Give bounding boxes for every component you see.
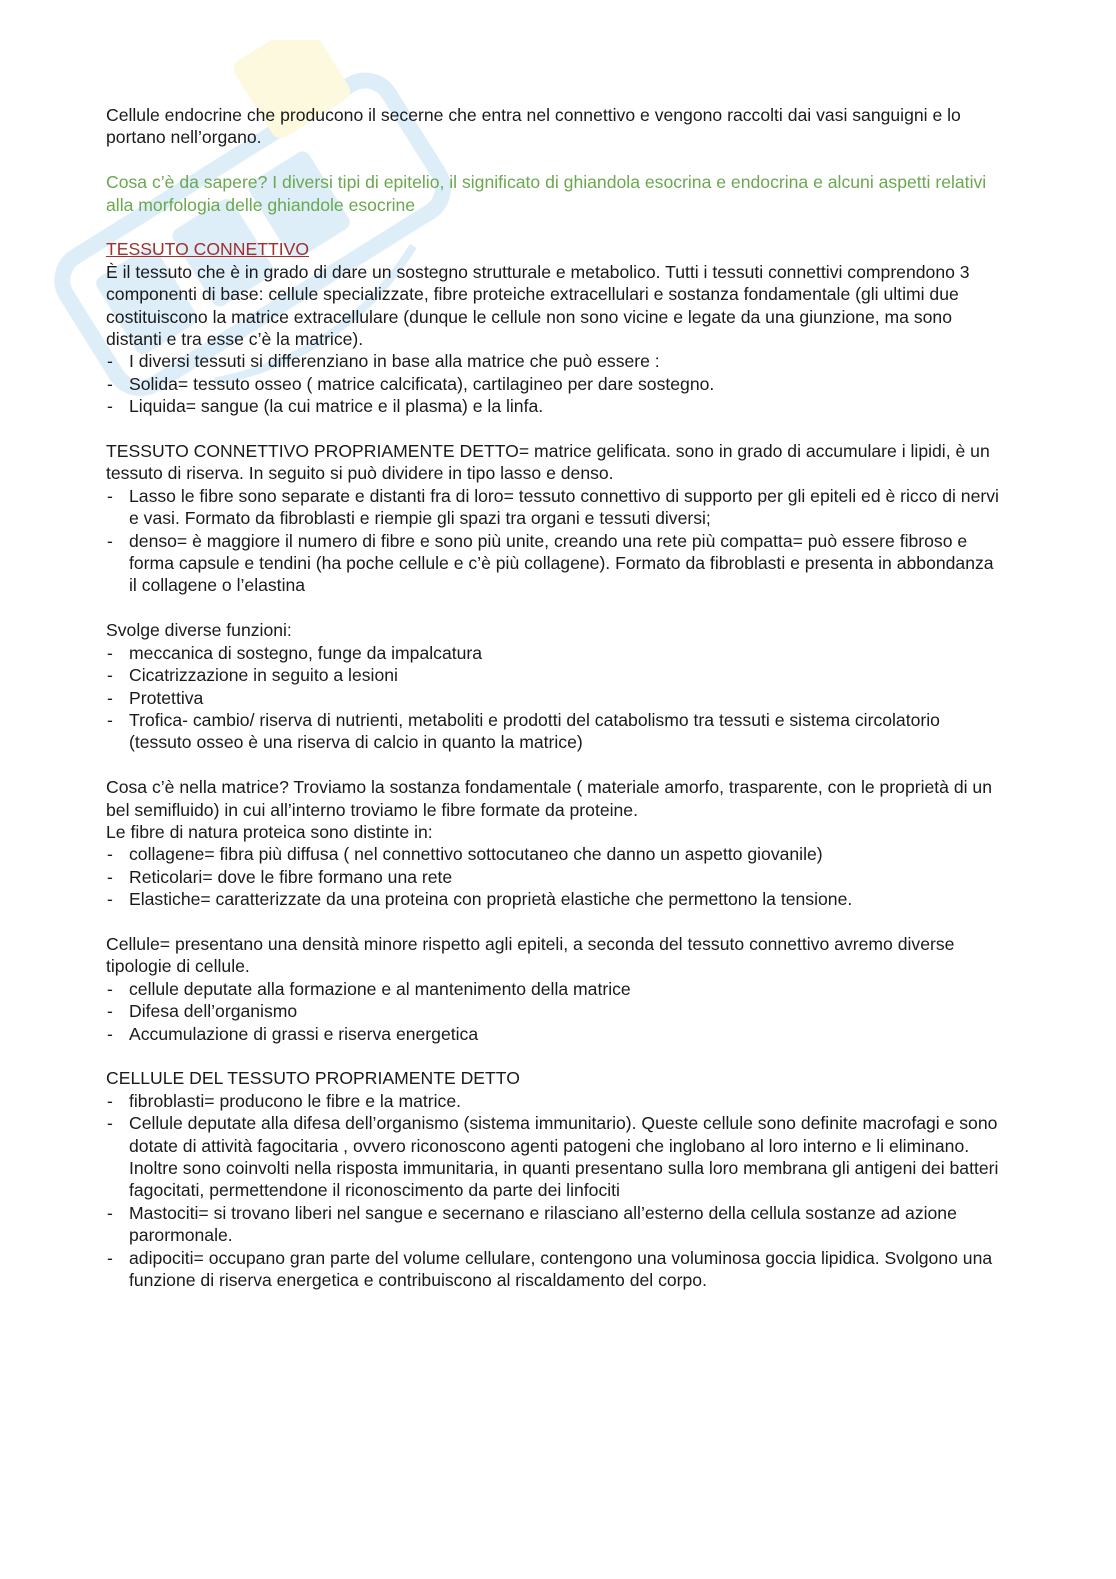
list-item: - Difesa dell’organismo bbox=[106, 1000, 1006, 1022]
list-item: - meccanica di sostegno, funge da impalcatura bbox=[106, 642, 1006, 664]
functions-list bbox=[106, 642, 1006, 754]
connective-list bbox=[106, 350, 1006, 417]
list-item: - Elastiche= caratterizzate da una proteina con proprietà elastiche che permettono la tensione. bbox=[106, 888, 1006, 910]
list-item: - Reticolari= dove le fibre formano una rete bbox=[106, 866, 1006, 888]
list-item: - Cicatrizzazione in seguito a lesioni bbox=[106, 664, 1006, 686]
list-item: - Solida= tessuto osseo ( matrice calcificata), cartilagineo per dare sostegno. bbox=[106, 373, 1006, 395]
list-item: - adipociti= occupano gran parte del volume cellulare, contengono una voluminosa goccia lipidica. Svolgono una funzione di riserva energetica e contribuiscono al riscaldamento del corpo. bbox=[106, 1247, 1006, 1292]
list-item: - cellule deputate alla formazione e al mantenimento della matrice bbox=[106, 978, 1006, 1000]
connective-heading: TESSUTO CONNETTIVO bbox=[106, 239, 309, 260]
list-item: - Lasso le fibre sono separate e distanti fra di loro= tessuto connettivo di supporto per gli epiteli ed è ricco di nervi e vasi. Formato da fibroblasti e riempie gli spazi tra organi e tessuti diversi; bbox=[106, 485, 1006, 530]
list-item: - collagene= fibra più diffusa ( nel connettivo sottocutaneo che danno un aspetto giovanile) bbox=[106, 843, 1006, 865]
document-page bbox=[106, 104, 1006, 1291]
list-item: - fibroblasti= producono le fibre e la matrice. bbox=[106, 1090, 1006, 1112]
cells-list bbox=[106, 978, 1006, 1045]
cells-paragraph: Cellule= presentano una densità minore rispetto agli epiteli, a seconda del tessuto connettivo avremo diverse tipologie di cellule. bbox=[106, 933, 955, 977]
proper-connective-paragraph: TESSUTO CONNETTIVO PROPRIAMENTE DETTO= matrice gelificata. sono in grado di accumulare i lipidi, è un tessuto di riserva. In seguito si può dividere in tipo lasso e denso. bbox=[106, 441, 990, 484]
list-item: - Accumulazione di grassi e riserva energetica bbox=[106, 1023, 1006, 1045]
list-item: - Cellule deputate alla difesa dell’organismo (sistema immunitario). Queste cellule sono definite macrofagi e sono dotate di attività fagocitaria , ovvero riconoscono agenti patogeni che inglobano al loro interno e li eliminano. Inoltre sono coinvolti nella risposta immunitaria, in quanti presentano sulla loro membrana gli antigeni dei batteri fagocitati, permettendone il riconoscimento da parte dei linfociti bbox=[106, 1112, 1006, 1202]
matrix-paragraph: Cosa c’è nella matrice? Troviamo la sostanza fondamentale ( materiale amorfo, trasparente, con le proprietà di un bel semifluido) in cui all’interno troviamo le fibre formate da proteine. bbox=[106, 777, 993, 820]
list-item: - Trofica- cambio/ riserva di nutrienti, metaboliti e prodotti del catabolismo tra tessuti e sistema circolatorio (tessuto osseo è una riserva di calcio in quanto la matrice) bbox=[106, 709, 1006, 754]
fibres-list bbox=[106, 843, 1006, 910]
list-item: - I diversi tessuti si differenziano in base alla matrice che può essere : bbox=[106, 350, 1006, 372]
proper-cells-list bbox=[106, 1090, 1006, 1292]
list-item: - denso= è maggiore il numero di fibre e sono più unite, creando una rete più compatta= può essere fibroso e forma capsule e tendini (ha poche cellule e c’è più collagene). Formato da fibroblasti e presenta in abbondanza il collagene o l’elastina bbox=[106, 530, 1006, 597]
endocrine-paragraph: Cellule endocrine che producono il secerne che entra nel connettivo e vengono raccolti dai vasi sanguigni e lo portano nell’organo. bbox=[106, 105, 961, 148]
list-item: - Mastociti= si trovano liberi nel sangue e secernano e rilasciano all’esterno della cellula sostanze ad azione parormonale. bbox=[106, 1202, 1006, 1247]
list-item: - Liquida= sangue (la cui matrice e il plasma) e la linfa. bbox=[106, 395, 1006, 417]
functions-title: Svolge diverse funzioni: bbox=[106, 620, 292, 641]
proper-connective-list bbox=[106, 485, 1006, 597]
fibres-title: Le fibre di natura proteica sono distinte in: bbox=[106, 821, 433, 842]
connective-description: È il tessuto che è in grado di dare un sostegno strutturale e metabolico. Tutti i tessuti connettivi comprendono 3 componenti di base: cellule specializzate, fibre proteiche extracellulari e sostanza fondamentale (gli ultimi due costituiscono la matrice extracellulare (dunque le cellule non sono vicine e legate da una giunzione, ma sono distanti e tra esse c’è la matrice). bbox=[106, 261, 970, 350]
proper-cells-title: CELLULE DEL TESSUTO PROPRIAMENTE DETTO bbox=[106, 1068, 520, 1089]
list-item: - Protettiva bbox=[106, 687, 1006, 709]
what-to-know-paragraph: Cosa c’è da sapere? I diversi tipi di epitelio, il significato di ghiandola esocrina e endocrina e alcuni aspetti relativi alla morfologia delle ghiandole esocrine bbox=[106, 172, 987, 215]
